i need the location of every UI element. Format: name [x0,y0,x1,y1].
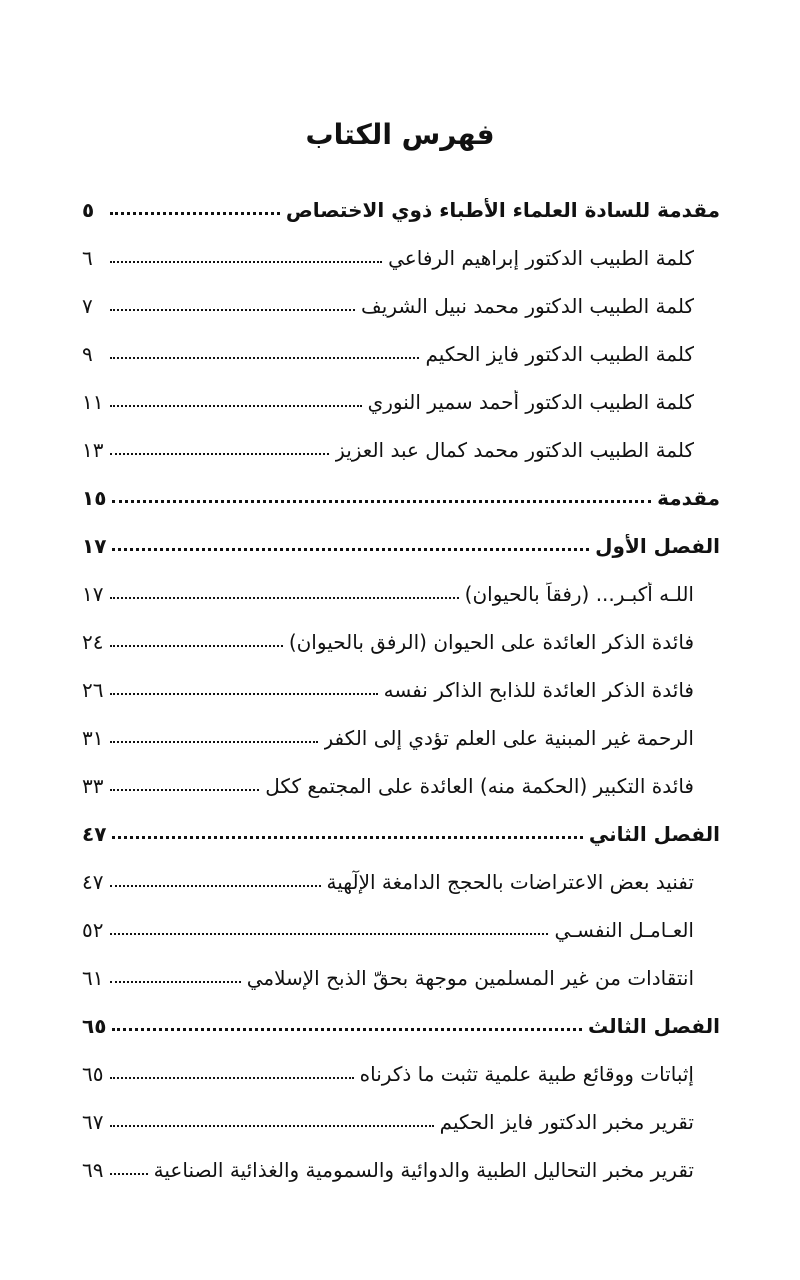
dot-leader [112,548,589,551]
toc-entry-title: فائدة الذكر العائدة على الحيوان (الرفق بالحيوان) [288,630,694,654]
toc-entry-title: الرحمة غير المبنية على العلم تؤدي إلى الكفر [323,726,694,750]
toc-chapter[interactable] [82,806,720,854]
toc-entry[interactable] [82,278,720,326]
toc-page-number: ٦٥ [82,1062,104,1086]
toc-page-number: ١٥ [82,486,107,510]
toc-page-number: ١٧ [82,582,104,606]
toc-entry[interactable] [82,902,720,950]
toc-page-number: ٣١ [82,726,104,750]
toc-entry-title: الفصل الأول [595,534,720,558]
toc-page-number: ٢٤ [82,630,104,654]
toc-page-number: ١٧ [82,534,107,558]
toc-page-number: ٦٩ [82,1158,104,1182]
toc-entry[interactable] [82,854,720,902]
dot-leader [112,500,651,503]
toc-page-number: ٦١ [82,966,104,990]
toc-entry-title: كلمة الطبيب الدكتور محمد نبيل الشريف [361,294,694,318]
toc-page-number: ٦ [82,246,93,270]
dot-leader [110,1125,434,1127]
dot-leader [110,885,321,887]
toc-page-number: ٦٥ [82,1014,107,1038]
toc-entry[interactable] [82,566,720,614]
dot-leader [110,309,355,311]
toc-entry-title: إثباتات ووقائع طبية علمية تثبت ما ذكرناه [359,1062,694,1086]
toc-page-number: ٣٣ [82,774,104,798]
toc-page-number: ٤٧ [82,822,107,846]
toc-entry[interactable] [82,1094,720,1142]
toc-entry[interactable] [82,422,720,470]
dot-leader [110,693,378,695]
toc-entry-title: الفصل الثاني [588,822,720,846]
toc-entry-title: مقدمة للسادة العلماء الأطباء ذوي الاختصاص [285,198,720,222]
toc-page-number: ٥ [82,198,95,222]
toc-page-number: ١٣ [82,438,104,462]
dot-leader [110,405,362,407]
toc-entry[interactable] [82,1046,720,1094]
toc-entry-title: تفنيد بعض الاعتراضات بالحجج الدامغة الإلٓهية [326,870,694,894]
dot-leader [110,453,329,455]
toc-entry[interactable] [82,326,720,374]
toc-page-number: ٢٦ [82,678,104,702]
toc-page-number: ٧ [82,294,93,318]
dot-leader [110,981,241,983]
toc-entry[interactable] [82,1142,720,1190]
dot-leader [110,261,382,263]
toc-entry[interactable] [82,374,720,422]
toc-entry-title: كلمة الطبيب الدكتور إبراهيم الرفاعي [388,246,694,270]
toc-entry-title: انتقادات من غير المسلمين موجهة بحقّ الذبح الإسلامي [246,966,694,990]
toc-entry-title: مقدمة [657,486,720,510]
toc-entry-title: كلمة الطبيب الدكتور أحمد سمير النوري [367,390,694,414]
toc-entry[interactable] [82,182,720,230]
toc-entry[interactable] [82,758,720,806]
toc-entry-title: كلمة الطبيب الدكتور محمد كمال عبد العزيز [335,438,694,462]
toc-chapter[interactable] [82,998,720,1046]
toc-entry[interactable] [82,710,720,758]
toc-page-number: ١١ [82,390,104,414]
toc-page-number: ٦٧ [82,1110,104,1134]
toc-entry[interactable] [82,230,720,278]
toc-entry-title: فائدة الذكر العائدة للذابح الذاكر نفسه [383,678,694,702]
toc-entry-title: تقرير مخبر الدكتور فايز الحكيم [439,1110,694,1134]
toc-page-number: ٤٧ [82,870,104,894]
dot-leader [112,1028,582,1031]
toc-page-number: ٥٢ [82,918,104,942]
toc-entry-title: تقرير مخبر التحاليل الطبية والدوائية والسمومية والغذائية الصناعية [153,1158,694,1182]
dot-leader [110,597,459,599]
toc-entry-title: الفصل الثالث [587,1014,720,1038]
toc-entry[interactable] [82,662,720,710]
toc-entry[interactable] [82,950,720,998]
dot-leader [110,789,259,791]
dot-leader [110,1173,148,1175]
page-title: فهرس الكتاب [305,118,495,151]
toc-entry[interactable] [82,614,720,662]
dot-leader [110,357,419,359]
toc-entry-title: فائدة التكبير (الحكمة منه) العائدة على المجتمع ككل [265,774,694,798]
toc-entry-title: العـامـل النفسـي [554,918,694,942]
toc-entry[interactable] [82,470,720,518]
dot-leader [110,212,280,215]
table-of-contents [82,182,720,1190]
toc-chapter[interactable] [82,518,720,566]
toc-page-number: ٩ [82,342,93,366]
dot-leader [110,933,548,935]
dot-leader [110,741,318,743]
dot-leader [110,1077,354,1079]
toc-entry-title: اللـه أكبـر... (رفقاً بالحيوان) [464,582,694,606]
toc-entry-title: كلمة الطبيب الدكتور فايز الحكيم [425,342,694,366]
dot-leader [112,836,583,839]
dot-leader [110,645,283,647]
